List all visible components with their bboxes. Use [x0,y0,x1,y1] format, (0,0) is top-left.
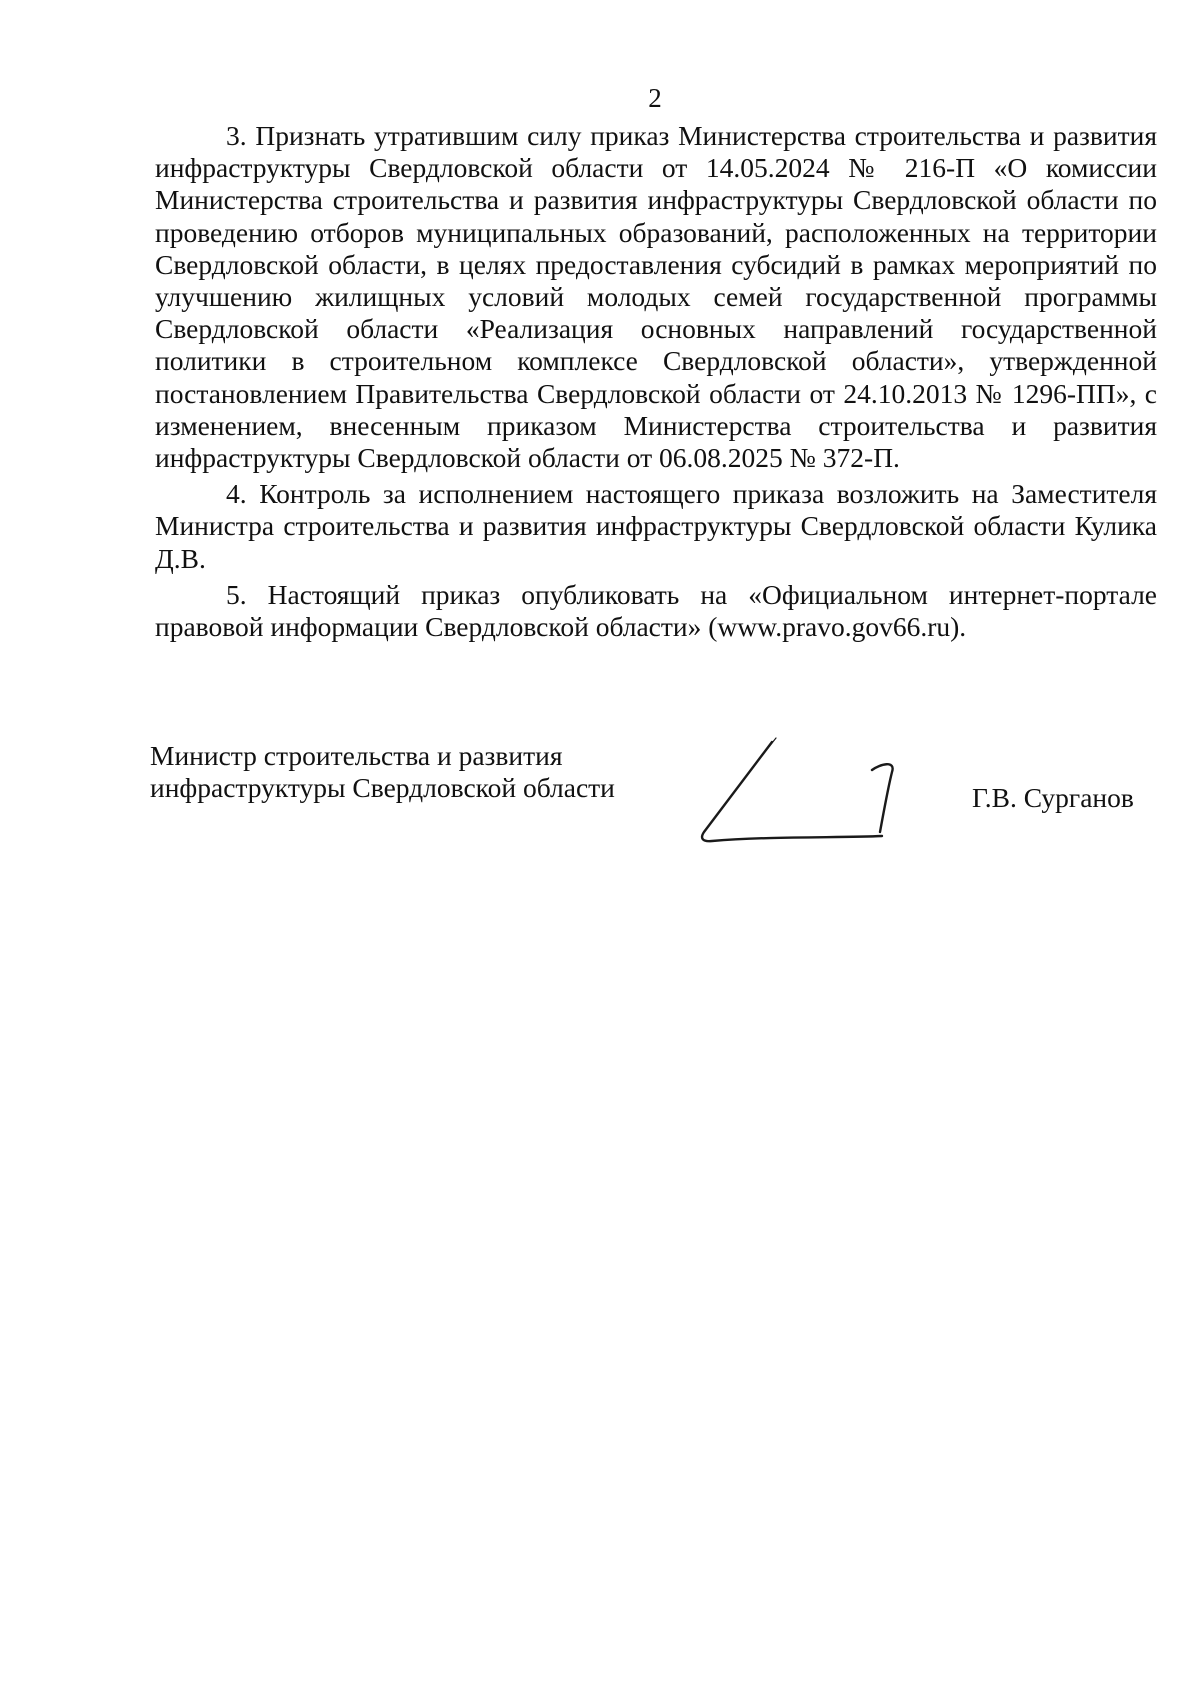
paragraph-5-text: Настоящий приказ опубликовать на «Официальном интернет-портале правовой информации Свердловской области» (www.pravo.gov66.ru). [155,578,1158,643]
paragraph-4-text: Контроль за исполнением настоящего приказа возложить на Заместителя Министра строительства и развития инфраструктуры Свердловской области Кулика Д.В. [155,478,1158,574]
handwritten-signature-icon [692,732,952,852]
paragraph-5 [155,579,1157,643]
signatory-position-line-2: инфраструктуры Свердловской области [150,772,615,803]
paragraph-4 [155,478,1157,575]
document-body [155,120,1157,647]
paragraph-5-number: 5. [226,578,247,610]
signatory-position [150,740,615,804]
page-number: 2 [648,83,662,113]
paragraph-3 [155,120,1157,474]
paragraph-3-text: Признать утратившим силу приказ Министерства строительства и развития инфраструктуры Свердловской области от 14.05.2024 № 216-П «О комиссии Министерства строительства и развития инфраструктуры Свердловской области по проведению отборов муниципальных образований, расположенных на территории Свердловской области, в целях предоставления субсидий в рамках мероприятий по улучшению жилищных условий молодых семей государственной программы Свердловской области «Реализация основных направлений государственной политики в строительном комплексе Свердловской области», утвержденной постановлением Правительства Свердловской области от 24.10.2013 № 1296-ПП», с изменением, внесенным приказом Министерства строительства и развития инфраструктуры Свердловской области от 06.08.2025 № 372-П. [155,120,1158,474]
signatory-name: Г.В. Сурганов [972,782,1134,813]
signature-block [150,740,1150,860]
paragraph-3-number: 3. [226,120,247,151]
paragraph-4-number: 4. [226,478,247,510]
signatory-position-line-1: Министр строительства и развития [150,740,563,771]
